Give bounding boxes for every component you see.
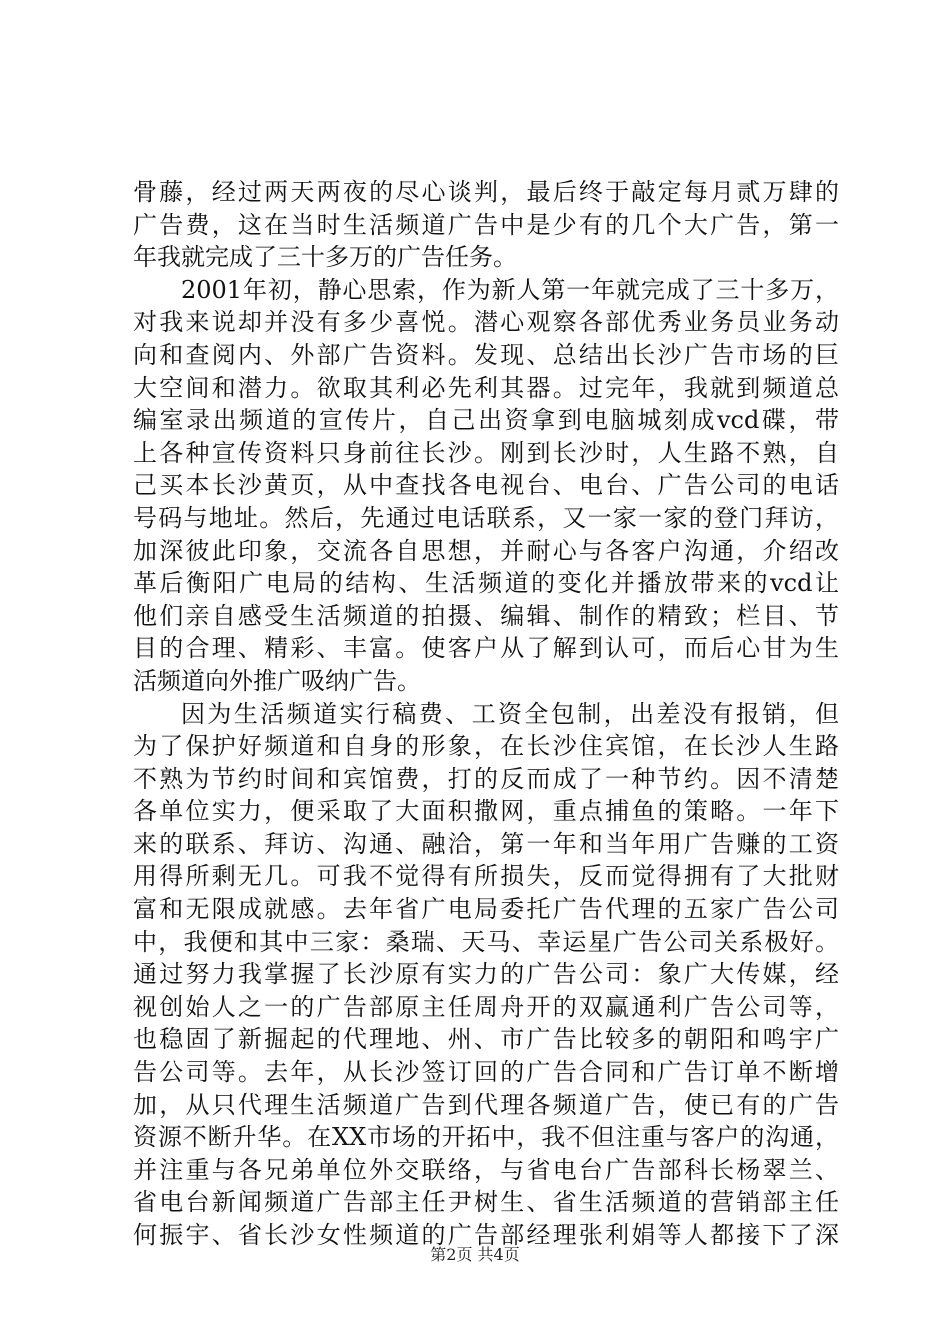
text-line: 加，从只代理生活频道广告到代理各频道广告，使已有的广告: [133, 1090, 839, 1119]
text-line: 目的合理、精彩、丰富。使客户从了解到认可，而后心甘为生: [133, 634, 839, 663]
text-line: 己买本长沙黄页，从中查找各电视台、电台、广告公司的电话: [133, 471, 839, 500]
text-line: 因为生活频道实行稿费、工资全包制，出差没有报销，但: [181, 699, 839, 728]
text-line: 编室录出频道的宣传片，自己出资拿到电脑城刻成vcd碟，带: [133, 406, 839, 435]
text-line: 向和查阅内、外部广告资料。发现、总结出长沙广告市场的巨: [133, 340, 839, 369]
text-line: 广告费，这在当时生活频道广告中是少有的几个大广告，第一: [133, 210, 839, 239]
text-line: 大空间和潜力。欲取其利必先利其器。过完年，我就到频道总: [133, 373, 839, 402]
text-line: 告公司等。去年，从长沙签订回的广告合同和广告订单不断增: [133, 1058, 839, 1087]
text-line: 骨藤，经过两天两夜的尽心谈判，最后终于敲定每月贰万肆的: [133, 178, 839, 206]
page-footer: 第2页 共4页: [430, 1245, 520, 1264]
text-line: 革后衡阳广电局的结构、生活频道的变化并播放带来的vcd让: [133, 569, 839, 598]
text-line: 为了保护好频道和自身的形象，在长沙住宾馆，在长沙人生路: [133, 732, 839, 761]
text-line: 2001年初，静心思索，作为新人第一年就完成了三十多万，: [181, 275, 839, 304]
text-line: 不熟为节约时间和宾馆费，打的反而成了一种节约。因不清楚: [133, 764, 839, 793]
text-line: 对我来说却并没有多少喜悦。潜心观察各部优秀业务员业务动: [133, 308, 839, 337]
text-line: 中，我便和其中三家：桑瑞、天马、幸运星广告公司关系极好。: [133, 927, 839, 956]
body-text: [133, 176, 839, 1252]
text-line: 省电台新闻频道广告部主任尹树生、省生活频道的营销部主任: [133, 1188, 839, 1217]
text-line: 富和无限成就感。去年省广电局委托广告代理的五家广告公司: [133, 895, 839, 924]
text-line: 也稳固了新掘起的代理地、州、市广告比较多的朝阳和鸣宇广: [133, 1025, 839, 1054]
text-line: 他们亲自感受生活频道的拍摄、编辑、制作的精致；栏目、节: [133, 601, 839, 630]
text-line: 年我就完成了三十多万的广告任务。: [133, 243, 517, 272]
text-line: 各单位实力，便采取了大面积撒网，重点捕鱼的策略。一年下: [133, 797, 839, 826]
text-line: 用得所剩无几。可我不觉得有所损失，反而觉得拥有了大批财: [133, 862, 839, 891]
text-line: 并注重与各兄弟单位外交联络，与省电台广告部科长杨翠兰、: [133, 1155, 839, 1184]
text-line: 上各种宣传资料只身前往长沙。刚到长沙时，人生路不熟，自: [133, 438, 839, 467]
text-line: 来的联系、拜访、沟通、融洽，第一年和当年用广告赚的工资: [133, 829, 839, 858]
text-line: 何振宇、省长沙女性频道的广告部经理张利娟等人都接下了深: [133, 1221, 839, 1249]
text-line: 资源不断升华。在XX市场的开拓中，我不但注重与客户的沟通，: [133, 1123, 839, 1152]
text-line: 号码与地址。然后，先通过电话联系，又一家一家的登门拜访，: [133, 503, 839, 532]
text-line: 加深彼此印象，交流各自思想，并耐心与各客户沟通，介绍改: [133, 536, 839, 565]
text-line: 活频道向外推广吸纳广告。: [133, 666, 421, 695]
text-line: 通过努力我掌握了长沙原有实力的广告公司：象广大传媒，经: [133, 960, 839, 989]
text-line: 视创始人之一的广告部原主任周舟开的双赢通利广告公司等，: [133, 992, 839, 1021]
